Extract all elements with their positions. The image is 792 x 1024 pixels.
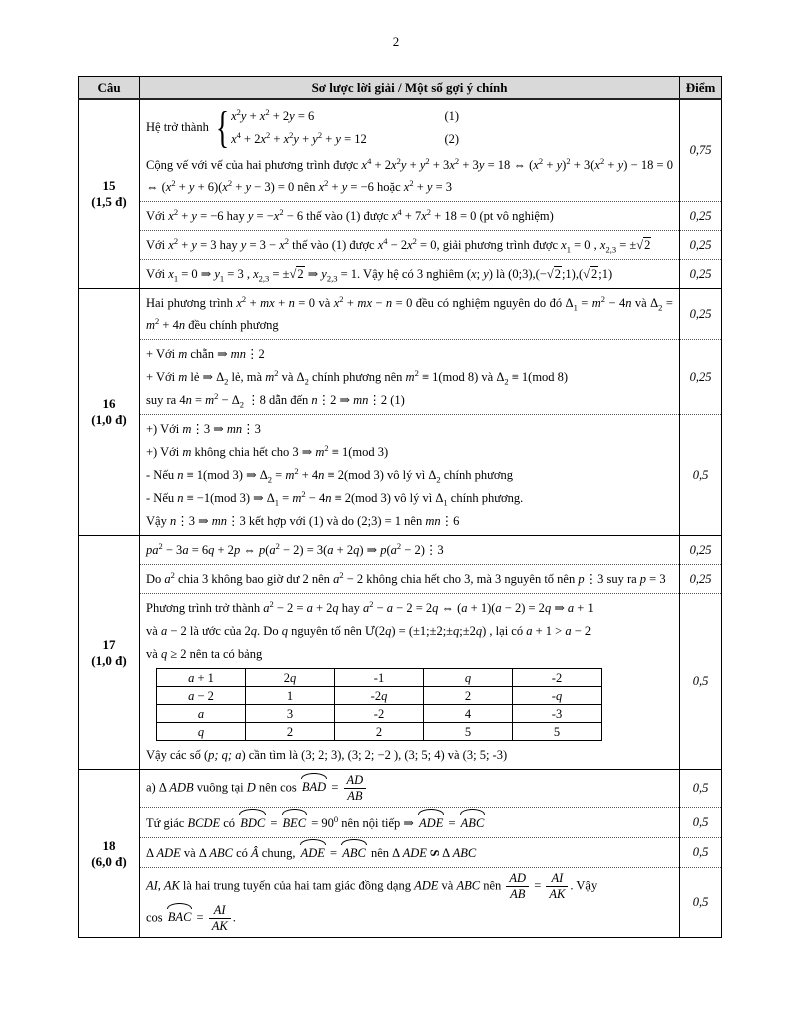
solution-part-row xyxy=(79,565,722,594)
solution-line: Tứ giác BCDE có BDC = BEC = $90^0$ nên nội tiếp ⇒ ADE = ABC xyxy=(146,811,673,834)
points-cell: 0,25 xyxy=(680,231,722,260)
question-score: (1,0 đ) xyxy=(91,652,127,668)
solution-line: suy ra $4n = m^2 - \Delta_2$ ⋮8 dẫn đến n⋮2 ⇒ mn⋮2 (1) xyxy=(146,390,405,410)
solution-line: Vậy các số (p; q; a) cần tìm là (3; 2; 3), (3; 2; −2 ), (3; 5; 4) và (3; 5; -3) xyxy=(146,748,508,762)
solution-part-row xyxy=(79,594,722,770)
solution-cell xyxy=(140,536,680,565)
solution-cell xyxy=(140,340,680,415)
points-cell: 0,25 xyxy=(680,260,722,289)
solution-line: Hai phương trình $x^2$ + mx + n = 0 và $x^2$ + mx − n = 0 đều có nghiệm nguyên do đó $\Delta_1 = m^2 - 4n$ và $\Delta_2 = m^2 + 4n$ đều chính phương xyxy=(146,293,673,332)
solution-line: a) Δ ADB vuông tại D nên cos BAD = $\frac{AD}{AB}$ xyxy=(146,773,673,804)
solution-line: Với $x^2 + y = 3$ hay $y = 3 - x^2$ thế vào (1) được $x^4 - 2x^2 = 0$, giải phương trình được $x_1 = 0$ , $x_{2,3} = \pm√2$ xyxy=(146,235,651,255)
solution-part-row xyxy=(79,868,722,938)
solution-part-row xyxy=(79,340,722,415)
solution-part-row xyxy=(79,99,722,202)
solution-part-row xyxy=(79,536,722,565)
points-cell: 0,5 xyxy=(680,594,722,770)
header-solution: Sơ lược lời giải / Một số gợi ý chính xyxy=(140,77,680,100)
header-cau: Câu xyxy=(79,77,140,100)
solution-cell xyxy=(140,594,680,770)
value-table-cell: 2 xyxy=(424,687,513,705)
solution-line: Δ ADE và Δ ABC có Â chung, ADE = ABC nên Δ ADE S Δ ABC xyxy=(146,841,673,864)
points-cell: 0,25 xyxy=(680,289,722,340)
solution-line: Cộng vế với vế của hai phương trình được $x^4 + 2x^2y + y^2 + 3x^2 + 3y = 18$ ⇔ $(x^2 + y)^2 + 3(x^2 + y) - 18 = 0$ ⇔ $(x^2 + y + 6)(x^2 + y - 3) = 0$ nên $x^2 + y = -6$ hoặc $x^2 + y = 3$ xyxy=(146,155,673,194)
solution-cell xyxy=(140,565,680,594)
value-table-cell: 5 xyxy=(513,723,602,741)
value-table-cell: -1 xyxy=(335,669,424,687)
solution-part-row xyxy=(79,260,722,289)
solution-line: - Nếu n ≡ −1(mod 3) ⇒ $\Delta_1 = m^2 - 4n \equiv 2(mod$ 3) vô lý vì $\Delta_1$ chính phương. xyxy=(146,488,524,508)
points-cell: 0,25 xyxy=(680,202,722,231)
value-table-cell: a − 2 xyxy=(157,687,246,705)
value-table-row xyxy=(157,723,602,741)
solution-line: - Nếu n ≡ 1(mod 3) ⇒ $\Delta_2 = m^2 + 4n \equiv 2(mod$ 3) vô lý vì $\Delta_2$ chính phương xyxy=(146,465,514,485)
points-cell: 0,5 xyxy=(680,868,722,938)
question-score: (1,5 đ) xyxy=(91,194,127,209)
points-cell: 0,25 xyxy=(680,536,722,565)
solution-line: Với $x^2 + y = -6$ hay $y = -x^2 - 6$ thế vào (1) được $x^4 + 7x^2 + 18 = 0$ (pt vô nghiệm) xyxy=(146,206,554,223)
question-cell xyxy=(79,770,140,938)
value-table-cell: -q xyxy=(513,687,602,705)
header-diem: Điểm xyxy=(680,77,722,100)
points-cell: 0,5 xyxy=(680,770,722,808)
value-table-row xyxy=(157,669,602,687)
question-score: (6,0 đ) xyxy=(91,853,127,869)
question-score: (1,0 đ) xyxy=(91,412,127,427)
solution-line: Vậy n⋮3 ⇒ mn⋮3 kết hợp với (1) và do (2;3) = 1 nên mn⋮6 xyxy=(146,514,460,528)
value-table-cell: 4 xyxy=(424,705,513,723)
solution-line: và a − 2 là ước của 2q. Do q nguyên tố nên Ư(2q) = (±1;±2;±q;±2q) , lại có a + 1 > a − 2 xyxy=(146,624,592,638)
question-cell xyxy=(79,289,140,536)
solution-cell xyxy=(140,202,680,231)
value-table-cell: q xyxy=(424,669,513,687)
value-table-cell: a + 1 xyxy=(157,669,246,687)
value-table-row xyxy=(157,705,602,723)
value-table-cell: 5 xyxy=(424,723,513,741)
solution-line: Hệ trở thành { $x^2y + x^2 + 2y = 6$ (1) $x^4 + 2x^2 + x^2y + y^2 + y = 12$ (2) xyxy=(146,103,460,152)
solution-line: + Với m chẵn ⇒ mn⋮2 xyxy=(146,347,265,361)
solution-part-row xyxy=(79,770,722,808)
value-table-cell: 2 xyxy=(335,723,424,741)
points-cell: 0,75 xyxy=(680,99,722,202)
solution-cell xyxy=(140,99,680,202)
value-table-cell: -2q xyxy=(335,687,424,705)
solution-line: +) Với m không chia hết cho 3 ⇒ $m^2 \equiv 1(mod$ 3) xyxy=(146,442,389,459)
solution-line: Do $a^2$ chia 3 không bao giờ dư 2 nên $a^2 - 2$ không chia hết cho 3, mà 3 nguyên tố nên p⋮3 suy ra p = 3 xyxy=(146,569,666,586)
solution-cell xyxy=(140,289,680,340)
header-row xyxy=(79,77,722,100)
value-table-cell: 2 xyxy=(246,723,335,741)
value-table-cell: -2 xyxy=(513,669,602,687)
answer-table-body xyxy=(79,99,722,938)
value-table-row xyxy=(157,687,602,705)
solution-cell xyxy=(140,260,680,289)
solution-line: Phương trình trở thành $a^2 - 2 = a + 2q$ hay $a^2 - a - 2 = 2q$ ⇔ (a + 1)(a − 2) = 2q ⇒ a + 1 xyxy=(146,598,594,615)
solution-cell xyxy=(140,808,680,838)
solution-line: và q ≥ 2 nên ta có bảng xyxy=(146,647,263,661)
points-cell: 0,5 xyxy=(680,808,722,838)
solution-line: +) Với m⋮3 ⇒ mn⋮3 xyxy=(146,422,261,436)
value-table-cell: 1 xyxy=(246,687,335,705)
solution-line: + Với m lẻ ⇒ $\Delta_2$ lẻ, mà $m^2$ và $\Delta_2$ chính phương nên $m^2 \equiv 1(mod$ 8) và $\Delta_2 \equiv 1(mod$ 8) xyxy=(146,367,569,387)
solution-part-row xyxy=(79,838,722,868)
question-cell xyxy=(79,536,140,770)
solution-cell xyxy=(140,231,680,260)
value-table-cell: 3 xyxy=(246,705,335,723)
question-number: 18 xyxy=(102,837,116,853)
value-table-cell: -3 xyxy=(513,705,602,723)
value-table-cell: a xyxy=(157,705,246,723)
value-table xyxy=(156,668,602,741)
question-number: 17 xyxy=(102,636,116,652)
solution-cell xyxy=(140,838,680,868)
solution-part-row xyxy=(79,415,722,536)
solution-line: Với $x_1 = 0$ ⇒ $y_1 = 3$ , $x_{2,3} = \pm√2$ ⇒ $y_{2,3} = 1$. Vậy hệ có 3 nghiêm (x; y) là (0;3),(−√2;1),(√2;1) xyxy=(146,267,613,284)
solution-cell xyxy=(140,868,680,938)
question-number: 16 xyxy=(102,396,116,411)
solution-part-row xyxy=(79,202,722,231)
solution-line: cos BAC = $\frac{AI}{AK}$ . xyxy=(146,903,236,933)
solution-cell xyxy=(140,770,680,808)
solution-part-row xyxy=(79,808,722,838)
value-table-cell: q xyxy=(157,723,246,741)
solution-part-row xyxy=(79,231,722,260)
question-cell xyxy=(79,99,140,289)
value-table-cell: 2q xyxy=(246,669,335,687)
solution-line: $pa^2 - 3a = 6q + 2p$ ⇔ $p(a^2 - 2) = 3(a + 2q)$ ⇒ $p(a^2$ − 2)⋮3 xyxy=(146,540,444,557)
points-cell: 0,25 xyxy=(680,565,722,594)
answer-table xyxy=(78,76,722,938)
answer-sheet xyxy=(78,76,722,938)
points-cell: 0,5 xyxy=(680,415,722,536)
value-table-cell: -2 xyxy=(335,705,424,723)
solution-part-row xyxy=(79,289,722,340)
solution-cell xyxy=(140,415,680,536)
question-number: 15 xyxy=(102,178,116,193)
page-number: 2 xyxy=(392,34,400,49)
points-cell: 0,25 xyxy=(680,340,722,415)
points-cell: 0,5 xyxy=(680,838,722,868)
solution-line: AI, AK là hai trung tuyến của hai tam giác đồng dạng ADE và ABC nên $\frac{AD}{AB}$ = $\frac{AI}{AK}$ . Vậy xyxy=(146,871,598,901)
